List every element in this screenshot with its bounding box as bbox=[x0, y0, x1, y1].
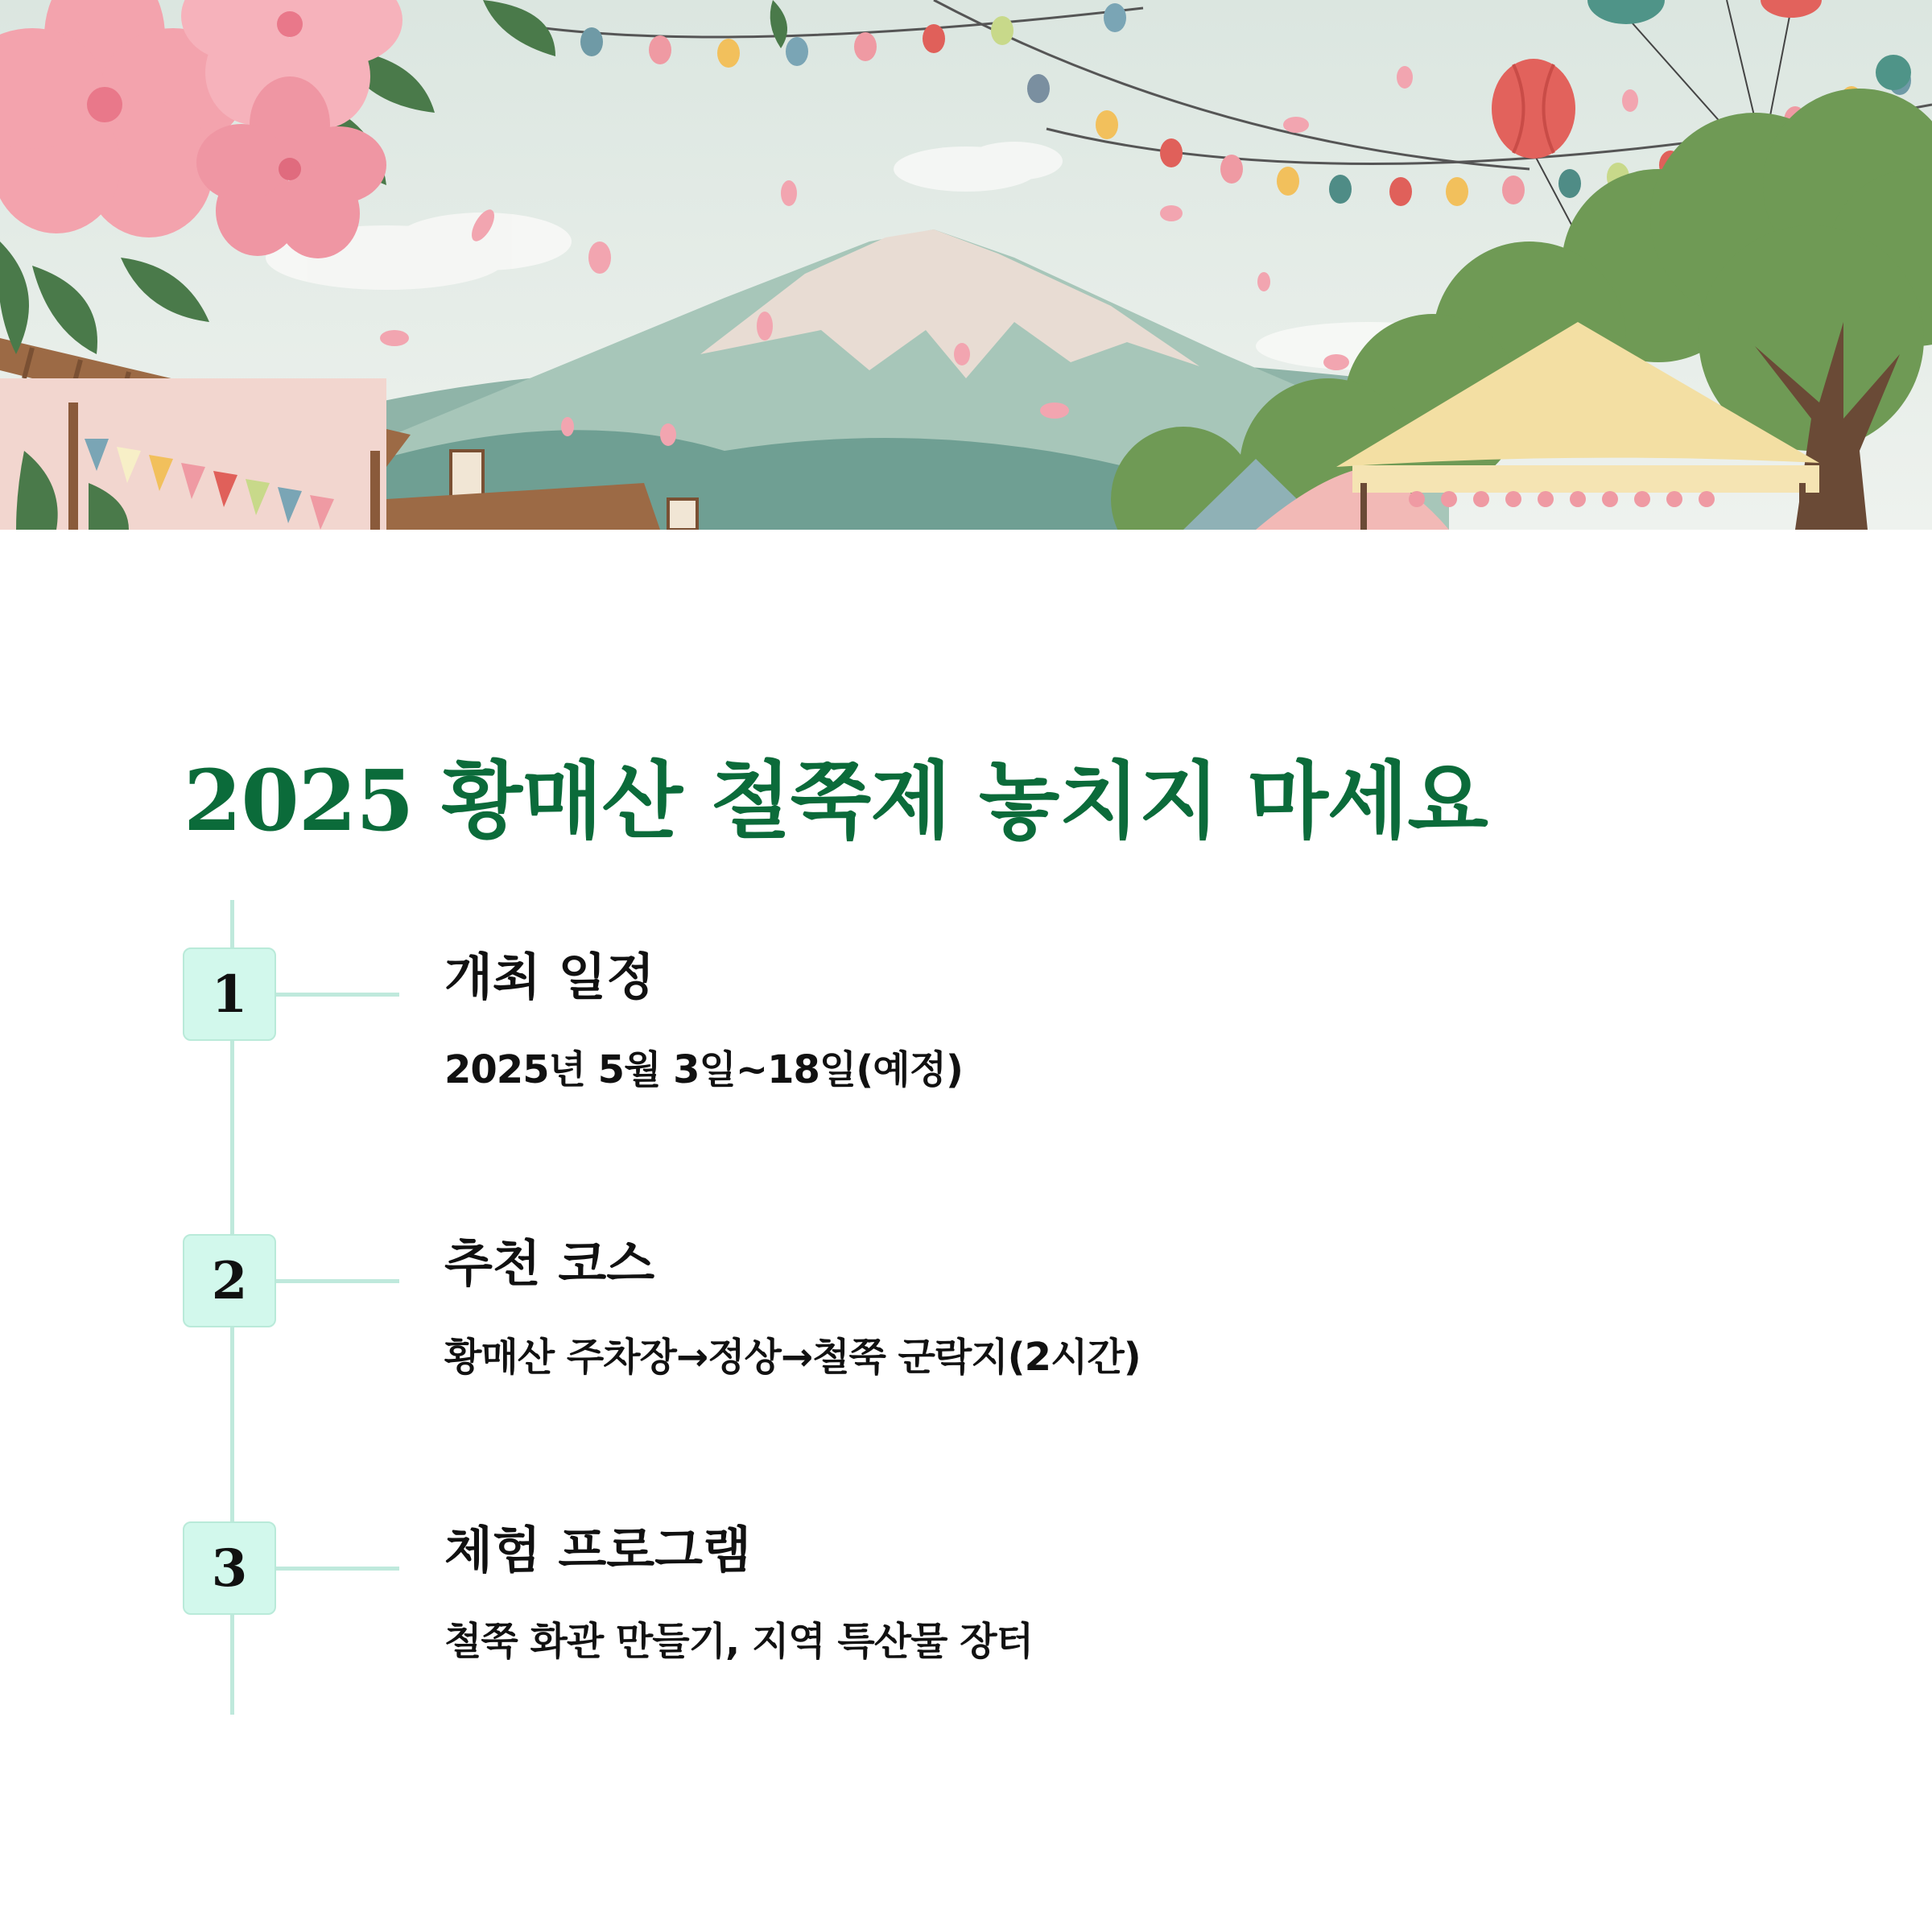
step-desc-program: 철쭉 화관 만들기, 지역 특산물 장터 bbox=[444, 1619, 1033, 1664]
step-desc-course: 황매산 주차장→정상→철쭉 군락지(2시간) bbox=[444, 1335, 1141, 1380]
step-title-schedule: 개최 일정 bbox=[444, 947, 655, 1006]
step-desc-schedule: 2025년 5월 3일~18일(예정) bbox=[444, 1047, 963, 1092]
step-title-program: 체험 프로그램 bbox=[444, 1521, 751, 1579]
step-connector bbox=[276, 1567, 399, 1571]
step-connector bbox=[276, 993, 399, 997]
step-connector bbox=[276, 1279, 399, 1283]
step-title-course: 추천 코스 bbox=[444, 1234, 655, 1293]
step-number-badge: 3 bbox=[183, 1521, 276, 1615]
step-number-badge: 2 bbox=[183, 1234, 276, 1327]
step-number-badge: 1 bbox=[183, 947, 276, 1041]
page-title: 2025 황매산 철쭉제 놓치지 마세요 bbox=[184, 751, 1488, 850]
hero-illustration bbox=[0, 0, 1932, 530]
